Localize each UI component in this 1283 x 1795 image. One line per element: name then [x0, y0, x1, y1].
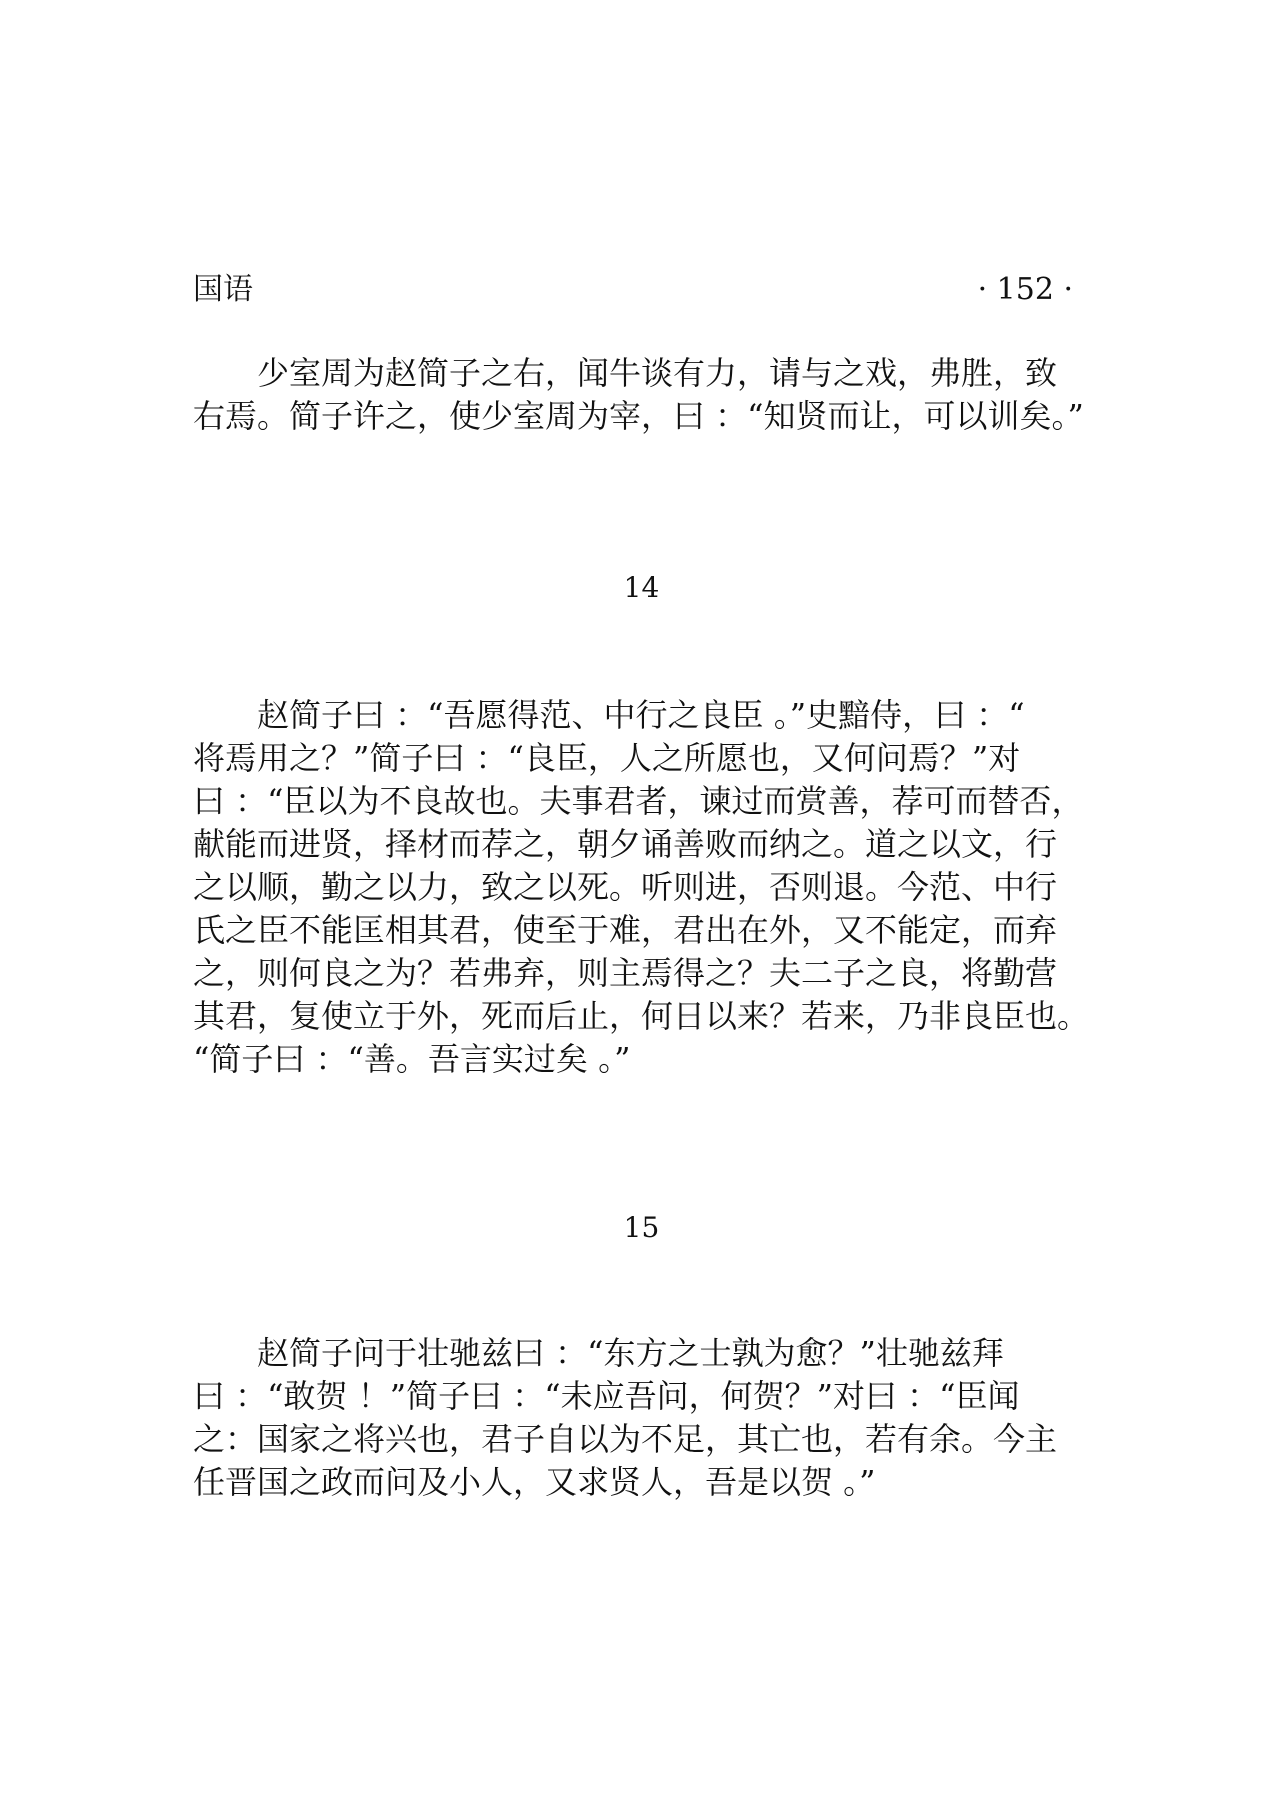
text-line: 献能而进贤，择材而荐之，朝夕诵善败而纳之。道之以文，行	[193, 825, 1058, 863]
text-line: 少室周为赵简子之右，闻牛谈有力，请与之戏，弗胜，致	[257, 354, 1058, 392]
passage-15	[193, 1332, 1098, 1504]
section-number: 15	[623, 1211, 660, 1244]
text-line: 其君，复使立于外，死而后止，何日以来？若来，乃非良臣也。	[193, 997, 1090, 1035]
text-line: 曰 ：“臣以为不良故也。夫事君者，谏过而赏善，荐可而替否，	[193, 782, 1084, 820]
book-title: 国语	[193, 272, 253, 307]
text-line: “简子曰 ：“善。吾言实过矣 。”	[193, 1040, 631, 1078]
text-line: 曰 ：“敢贺 ！”简子曰 ：“未应吾问，何贺？”对曰 ：“臣闻	[193, 1377, 1020, 1415]
text-line: 右焉。简子许之，使少室周为宰，曰 ：“知贤而让，可以训矣。”	[193, 397, 1084, 435]
text-line: 氏之臣不能匡相其君，使至于难，君出在外，又不能定，而弃	[193, 911, 1058, 949]
text-line: 任晋国之政而问及小人，又求贤人，吾是以贺 。”	[193, 1463, 876, 1501]
text-line: 赵简子曰 ：“吾愿得范、中行之良臣 。”史黯侍，曰 ：“	[257, 696, 1025, 734]
section-number: 14	[623, 571, 660, 604]
text-line: 之，则何良之为？若弗弃，则主焉得之？夫二子之良，将勤营	[193, 954, 1058, 992]
text-line: 赵简子问于壮驰兹曰 ：“东方之士孰为愈？”壮驰兹拜	[257, 1334, 1004, 1372]
text-line: 之：国家之将兴也，君子自以为不足，其亡也，若有余。今主	[193, 1420, 1058, 1458]
text-line: 之以顺，勤之以力，致之以死。听则进，否则退。今范、中行	[193, 868, 1058, 906]
page-header	[193, 266, 1073, 314]
page-number: · 152 ·	[977, 272, 1073, 307]
passage-13	[193, 352, 1098, 438]
passage-14	[193, 694, 1098, 1081]
text-line: 将焉用之？”简子曰 ：“良臣，人之所愿也，又何问焉？”对	[193, 739, 1021, 777]
